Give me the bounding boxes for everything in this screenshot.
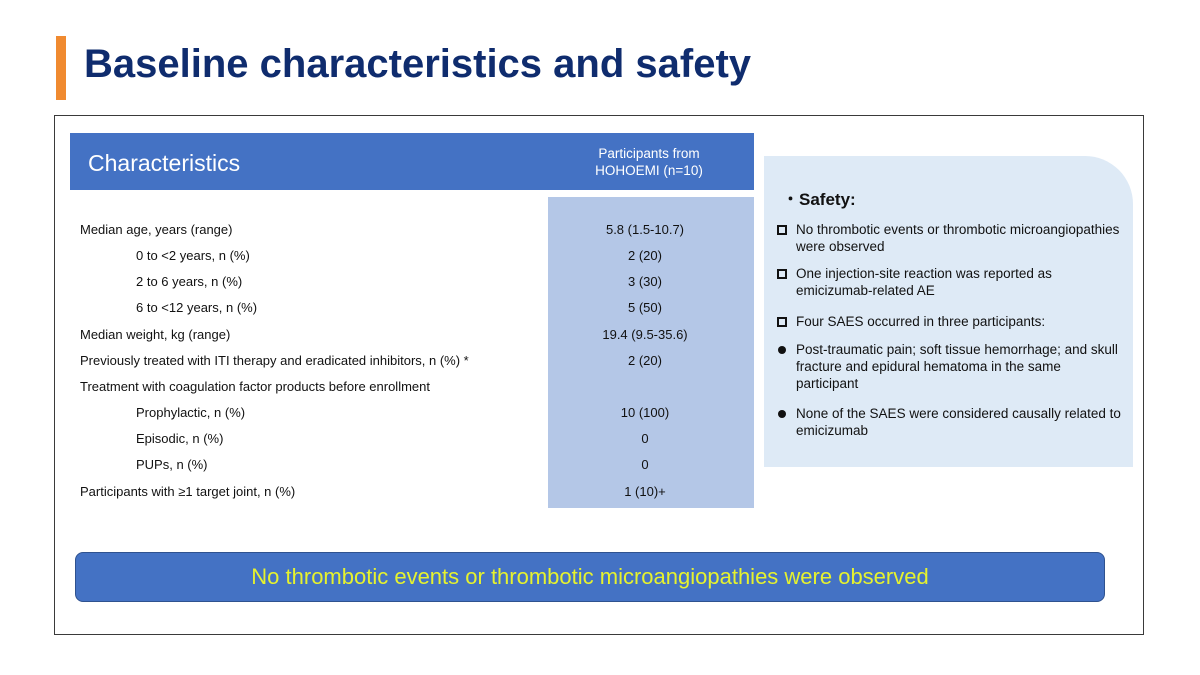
title-accent-bar: [56, 36, 66, 100]
safety-list-item: [776, 313, 1121, 330]
safety-list-item: [776, 341, 1121, 392]
square-bullet-icon: [776, 316, 788, 328]
dot-bullet-icon: [776, 408, 788, 420]
table-row: [80, 353, 750, 379]
table-row: [80, 405, 750, 431]
slide-title: Baseline characteristics and safety: [84, 42, 752, 86]
row-value: 0: [641, 431, 649, 446]
row-value: 3 (30): [628, 274, 662, 289]
row-label: Median weight, kg (range): [80, 327, 231, 342]
table-row: [80, 248, 750, 274]
row-label: 2 to 6 years, n (%): [136, 274, 243, 289]
table-row: [80, 431, 750, 457]
row-label: Treatment with coagulation factor products before enrollment: [80, 379, 430, 394]
row-label: 0 to <2 years, n (%): [136, 248, 250, 263]
row-label: Median age, years (range): [80, 222, 233, 237]
banner-text: No thrombotic events or thrombotic microangiopathies were observed: [251, 564, 929, 589]
safety-list-item: [776, 265, 1121, 299]
row-value: 2 (20): [628, 248, 662, 263]
safety-list-item: [776, 221, 1121, 255]
square-bullet-icon: [776, 268, 788, 280]
row-label: Previously treated with ITI therapy and eradicated inhibitors, n (%) *: [80, 353, 469, 368]
row-label: Prophylactic, n (%): [136, 405, 246, 420]
dot-bullet-icon: [776, 344, 788, 356]
row-value: 5 (50): [628, 300, 662, 315]
square-bullet-icon: [776, 224, 788, 236]
header-characteristics: Characteristics: [88, 150, 241, 176]
row-value: 10 (100): [620, 405, 670, 420]
row-label: 6 to <12 years, n (%): [136, 300, 258, 315]
table-row: [80, 379, 750, 405]
safety-list-item: [776, 405, 1121, 439]
row-value: 2 (20): [628, 353, 662, 368]
safety-item-text: Post-traumatic pain; soft tissue hemorrhage; and skull fracture and epidural hematoma in the same participant: [796, 342, 1118, 391]
header-participants-line1: Participants from: [598, 146, 700, 161]
row-value: 5.8 (1.5-10.7): [605, 222, 685, 237]
conclusion-banner: [75, 552, 1105, 602]
row-label: Participants with ≥1 target joint, n (%): [80, 484, 296, 499]
table-row: [80, 327, 750, 353]
row-value: 0: [641, 457, 649, 472]
safety-item-text: No thrombotic events or thrombotic microangiopathies were observed: [796, 222, 1120, 254]
safety-title: ・Safety:: [782, 190, 856, 209]
table-row: [80, 484, 750, 510]
safety-item-text: None of the SAES were considered causally related to emicizumab: [796, 406, 1121, 438]
row-label: Episodic, n (%): [136, 431, 224, 446]
safety-item-text: One injection-site reaction was reported as emicizumab-related AE: [796, 266, 1052, 298]
row-value: 19.4 (9.5-35.6): [602, 327, 688, 342]
row-label: PUPs, n (%): [136, 457, 208, 472]
safety-item-text: Four SAES occurred in three participants:: [796, 314, 1046, 329]
header-participants: [553, 145, 745, 179]
table-row: [80, 222, 750, 248]
table-row: [80, 457, 750, 483]
table-row: [80, 300, 750, 326]
header-participants-line2: HOHOEMI (n=10): [595, 163, 703, 178]
row-value: 1 (10)+: [624, 484, 666, 499]
table-row: [80, 274, 750, 300]
